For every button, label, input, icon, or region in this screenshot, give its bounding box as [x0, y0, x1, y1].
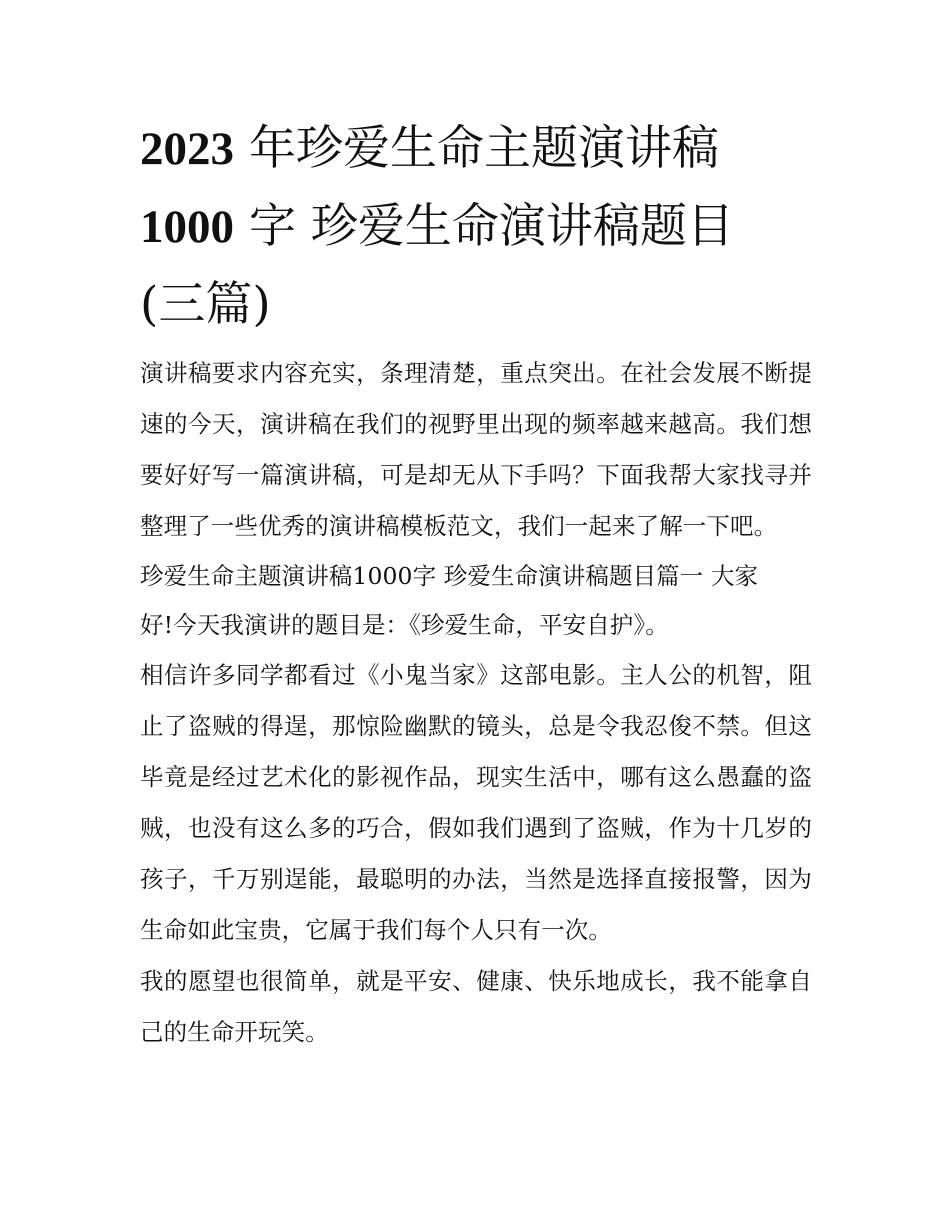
- document-body: [140, 348, 812, 1058]
- title-word-count: 1000: [140, 201, 234, 253]
- paragraph-greeting: 好!今天我演讲的题目是：《珍爱生命，平安自护》。: [140, 611, 669, 639]
- paragraph-wish: 我的愿望也很简单，就是平安、健康、快乐地成长，我不能拿自己的生命开玩笑。: [140, 967, 812, 1046]
- paragraph-movie: 相信许多同学都看过《小鬼当家》这部电影。主人公的机智，阻止了盗贼的得逞，那惊险幽默的镜头，总是令我忍俊不禁。但这毕竟是经过艺术化的影视作品，现实生活中，哪有这么愚蠢的盗贼，也没有这么多的巧合，假如我们遇到了盗贼，作为十几岁的孩子，千万别逞能，最聪明的办法，当然是选择直接报警，因为生命如此宝贵，它属于我们每个人只有一次。: [140, 661, 812, 944]
- title-line-3: (三篇): [140, 277, 271, 332]
- title-line-1: [140, 121, 719, 176]
- title-line-2: [140, 199, 734, 254]
- title-year: 2023: [140, 123, 234, 175]
- document-content: [140, 110, 812, 1058]
- document-title: [140, 110, 812, 343]
- title-line-1-text: 年珍爱生命主题演讲稿: [248, 121, 719, 176]
- title-line-2-text: 字 珍爱生命演讲稿题目: [248, 199, 734, 254]
- paragraph-intro: 演讲稿要求内容充实，条理清楚，重点突出。在社会发展不断提速的今天，演讲稿在我们的视野里出现的频率越来越高。我们想要好好写一篇演讲稿，可是却无从下手吗？下面我帮大家找寻并整理了一些优秀的演讲稿模板范文，我们一起来了解一下吧。: [140, 359, 812, 540]
- paragraph-section-heading: 珍爱生命主题演讲稿1000字 珍爱生命演讲稿题目篇一 大家: [140, 562, 759, 590]
